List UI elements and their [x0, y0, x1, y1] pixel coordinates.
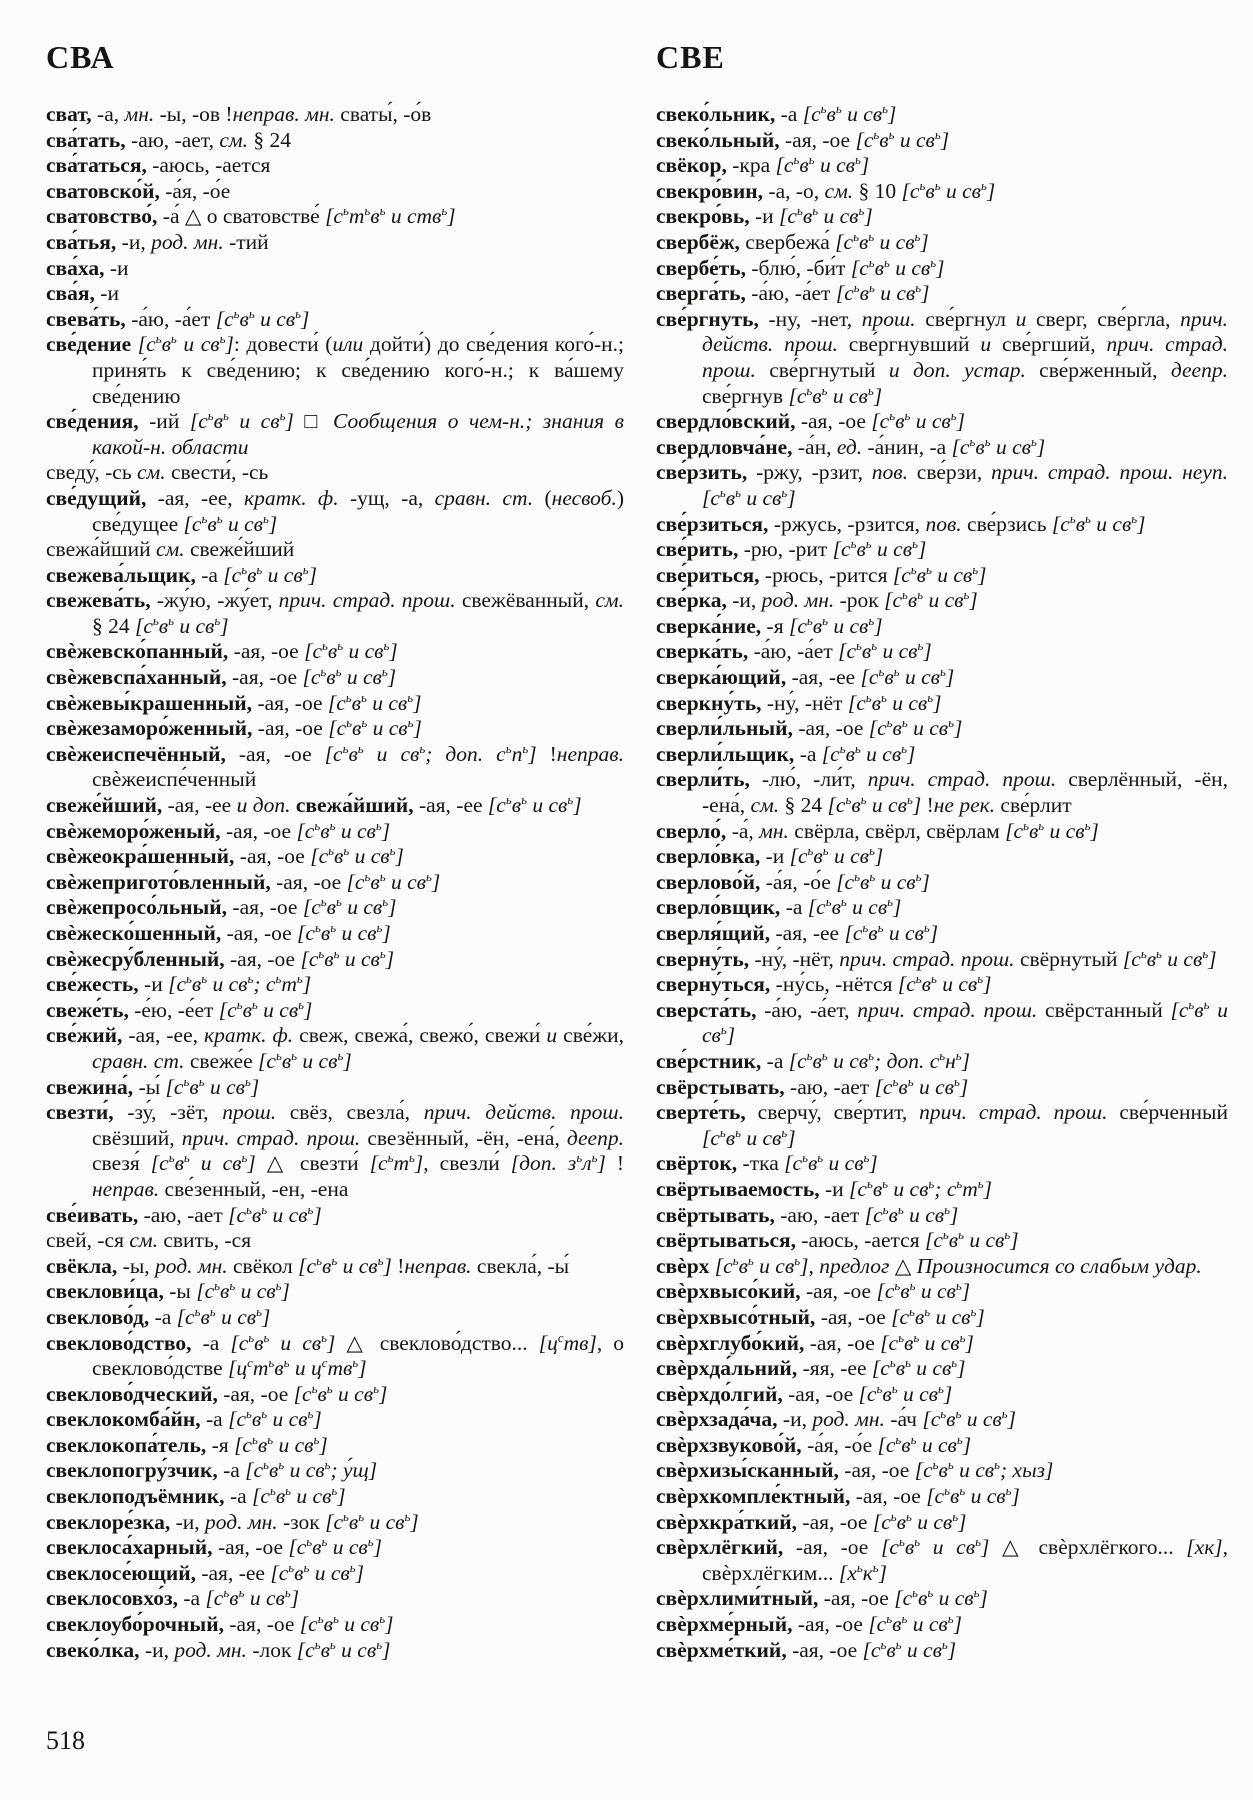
dictionary-entry: свёртывать, -аю, -ает [$с^ьв^ь$ и $св^ь$]: [656, 1202, 959, 1227]
dictionary-entry: свезти́, -зу́, -зёт, прош. свёз, свезла́, прич. действ. прош. свёзший, прич. страд. прош. свезённый, -ён, -ена́, деепр. свезя́ [$с^ьв^ь$ и $св^ь$] △ свезти́ $[с^ьт^ь]$, свезли́ [доп. $з^ьл^ь$] !неправ. све́зенный, -ен, -ена: [46, 1100, 625, 1201]
dictionary-entry: сва́тья, -и, род. мн. -тий: [46, 229, 269, 254]
dictionary-entry: сватовско́й, -а́я, -о́е: [46, 178, 231, 203]
dictionary-entry: свёкор, -кра [$с^ьв^ь$ и $св^ь$]: [656, 153, 870, 178]
dictionary-entry: сва́ха, -и: [46, 255, 129, 280]
dictionary-entry: сверли́ть, -лю́, -ли́т, прич. страд. прош. сверлённый, -ён, -ена́, см. § 24 [$с^ьв^ь$ и $св^ь$] !не рек. све́рлит: [656, 767, 1228, 818]
dictionary-entry: свеклопогру́зчик, -а [$с^ьв^ь$ и $св^ь$; у́щ]: [46, 1458, 378, 1483]
dictionary-entry: свежева́ть, -жу́ю, -жу́ет, прич. страд. прош. свежёванный, см. § 24 [$с^ьв^ь$ и $св^ь$]: [46, 588, 624, 638]
dictionary-entry: сверлово́й, -а́я, -о́е [$с^ьв^ь$ и $св^ь$]: [656, 869, 930, 894]
dictionary-entry: свѐрхвысо́кий, -ая, -ое [$с^ьв^ь$ и $св^ь$]: [656, 1279, 971, 1304]
dictionary-entry: сва́я, -и: [46, 281, 119, 306]
dictionary-entry: свёртываемость, -и [$с^ьв^ь$ и $св^ь$; $с^ьт^ь$]: [656, 1176, 993, 1201]
dictionary-entry: све́рзить, -ржу, -рзит, пов. све́рзи, прич. страд. прош. неуп. [$с^ьв^ь$ и $св^ь$]: [656, 460, 1229, 510]
dictionary-entry: свеже́йший, -ая, -ее и доп. свежа́йший, -ая, -ее [$с^ьв^ь$ и $св^ь$]: [46, 792, 582, 818]
dictionary-entry: сва́таться, -аюсь, -ается: [46, 153, 271, 178]
dictionary-entry: сверля́щий, -ая, -ее [$с^ьв^ь$ и $св^ь$]: [656, 920, 939, 945]
dictionary-entry: свѐжеиспечённый, -ая, -ое [$с^ьв^ь$ и $св^ь$; доп. $с^ьп^ь$] !неправ. свѐжеиспе́ченный: [46, 741, 624, 792]
dictionary-entry: свѐрх [$с^ьв^ь$ и $св^ь$], предлог △ Произносится со слабым удар.: [656, 1253, 1202, 1278]
dictionary-entry: сверли́льный, -ая, -ое [$с^ьв^ь$ и $св^ь$]: [656, 716, 963, 741]
dictionary-entry: свѐжеско́шенный, -ая, -ое [$с^ьв^ь$ и $св^ь$]: [46, 920, 391, 945]
page-number: 518: [46, 1726, 85, 1755]
dictionary-entry: свежа́йший см. свеже́йший: [46, 537, 295, 562]
dictionary-entry: свѐжевспа́ханный, -ая, -ое [$с^ьв^ь$ и $св^ь$]: [46, 664, 397, 690]
dictionary-entry: свева́ть, -а́ю, -а́ет [$с^ьв^ь$ и $св^ь$]: [46, 306, 310, 331]
dictionary-entry: свѐжевско́панный, -ая, -ое [$с^ьв^ь$ и $св^ь$]: [46, 639, 398, 664]
dictionary-entry: свеклосе́ющий, -ая, -ее [$с^ьв^ь$ и $св^ь$]: [46, 1560, 364, 1585]
dictionary-entry: све́рить, -рю, -рит [$с^ьв^ь$ и $св^ь$]: [656, 536, 927, 562]
dictionary-entry: сведу́, -сь см. свести́, -сь: [46, 460, 269, 485]
dictionary-entry: свеклоса́харный, -ая, -ое [$с^ьв^ь$ и $св^ь$]: [46, 1535, 383, 1560]
dictionary-entry: свекро́вин, -а, -о, см. § 10 [$с^ьв^ь$ и $св^ь$]: [656, 178, 996, 203]
dictionary-entry: сверка́ющий, -ая, -ее [$с^ьв^ь$ и $св^ь$]: [656, 664, 955, 690]
dictionary-entry: свѐжепригото́вленный, -ая, -ое [$с^ьв^ь$ и $св^ь$]: [46, 869, 441, 894]
dictionary-entry: све́дение [$с^ьв^ь$ и $св^ь$]: довести́ (или дойти́) до све́дения кого́-н.; приня́ть к све́дению; к све́дению кого́-н.; к ва́шему све́дению: [46, 332, 625, 408]
dictionary-entry: свѐрхкра́ткий, -ая, -ое [$с^ьв^ь$ и $св^ь$]: [656, 1509, 967, 1534]
dictionary-entry: све́жий, -ая, -ее, кратк. ф. свеж, свежа́, свежо́, свежи́ и све́жи, сравн. ст. свеже́е [$с^ьв^ь$ и $св^ь$]: [46, 1023, 624, 1073]
dictionary-entry: свѐрхзвуково́й, -а́я, -о́е [$с^ьв^ь$ и $св^ь$]: [656, 1432, 972, 1457]
dictionary-entry: све́рзиться, -ржусь, -рзится, пов. све́рзись [$с^ьв^ь$ и $св^ь$]: [656, 511, 1146, 536]
dictionary-entry: све́дения, -ий [$с^ьв^ь$ и $св^ь$] □ Сообщения о чем-н.; знания в какой-н. области: [46, 408, 624, 459]
dictionary-entry: све́риться, -рюсь, -рится [$с^ьв^ь$ и $св^ь$]: [656, 562, 987, 587]
dictionary-entry: свеклови́ца, -ы [$с^ьв^ь$ и $св^ь$]: [46, 1279, 290, 1304]
dictionary-entry: свѐжепросо́льный, -ая, -ое [$с^ьв^ь$ и $св^ь$]: [46, 895, 397, 920]
dictionary-entry: свеко́льник, -а [$с^ьв^ь$ и $св^ь$]: [656, 101, 897, 126]
dictionary-entry: свежина́, -ы́ [$с^ьв^ь$ и $св^ь$]: [46, 1074, 260, 1099]
dictionary-entry: свеклоре́зка, -и, род. мн. -зок [$с^ьв^ь$ и $св^ь$]: [46, 1509, 419, 1534]
dictionary-entry: сватовство́, -а́ △ о сватовстве́ [$с^ьт^ьв^ь$ и ств$^ь$]: [46, 204, 456, 229]
dictionary-entry: свеко́лка, -и, род. мн. -лок [$с^ьв^ь$ и $св^ь$]: [46, 1637, 391, 1662]
dictionary-entry: свердло́вский, -ая, -ое [$с^ьв^ь$ и $св^ь$]: [656, 408, 965, 434]
dictionary-entry: све́ивать, -аю, -ает [$с^ьв^ь$ и $св^ь$]: [46, 1202, 322, 1227]
dictionary-entry: свѐрхме́ткий, -ая, -ое [$с^ьв^ь$ и $св^ь$]: [656, 1637, 957, 1662]
dictionary-entry: свёртываться, -аюсь, -ается [$с^ьв^ь$ и $св^ь$]: [656, 1227, 1019, 1253]
dictionary-entry: свеклово́д, -а [$с^ьв^ь$ и $св^ь$]: [46, 1304, 271, 1329]
dictionary-entry: свердловча́не, -а́н, ед. -а́нин, -а [$с^ьв^ь$ и $св^ь$]: [656, 434, 1046, 459]
right-column: [656, 40, 1228, 1663]
dictionary-entry: свѐрхизы́сканный, -ая, -ое [$с^ьв^ь$ и $св^ь$; хыз]: [656, 1458, 1054, 1483]
dictionary-entry: свѐрхдо́лгий, -ая, -ое [$с^ьв^ь$ и $св^ь$]: [656, 1381, 953, 1406]
dictionary-entry: све́рстник, -а [$с^ьв^ь$ и $св^ь$; доп. $с^ьн^ь$]: [656, 1048, 971, 1073]
dictionary-entry: сверкну́ть, -ну́, -нёт [$с^ьв^ь$ и $св^ь$]: [656, 690, 942, 715]
dictionary-entry: свербёж, свербежа́ [$с^ьв^ь$ и $св^ь$]: [656, 229, 929, 254]
dictionary-entry: свѐжезаморо́женный, -ая, -ое [$с^ьв^ь$ и $св^ь$]: [46, 716, 422, 741]
dictionary-entry: сват, -а, мн. -ы, -ов !неправ. мн. сваты́, -о́в: [46, 102, 432, 126]
dictionary-entry: свеклово́дческий, -ая, -ое [$с^ьв^ь$ и $св^ь$]: [46, 1381, 388, 1406]
dictionary-entry: свежева́льщик, -а [$с^ьв^ь$ и $св^ь$]: [46, 562, 317, 587]
dictionary-entry: свѐрхкомпле́ктный, -ая, -ое [$с^ьв^ь$ и $св^ь$]: [656, 1483, 1020, 1509]
dictionary-entry: сверка́ть, -а́ю, -а́ет [$с^ьв^ь$ и $св^ь$]: [656, 639, 932, 664]
dictionary-entry: сверга́ть, -а́ю, -а́ет [$с^ьв^ь$ и $св^ь$]: [656, 281, 930, 306]
dictionary-entry: свѐжеморо́женый, -ая, -ое [$с^ьв^ь$ и $св^ь$]: [46, 818, 391, 843]
dictionary-entry: свёкла, -ы, род. мн. свёкол [$с^ьв^ь$ и $св^ь$] !неправ. свекла́, -ы́: [46, 1253, 570, 1278]
dictionary-entry: свекро́вь, -и [$с^ьв^ь$ и $св^ь$]: [656, 204, 873, 229]
dictionary-entry: све́жесть, -и [$с^ьв^ь$ и $св^ь$; $с^ьт^ь$]: [46, 972, 312, 997]
dictionary-entry: сверло́, -а́, мн. свёрла, свёрл, свёрлам [$с^ьв^ь$ и $св^ь$]: [656, 818, 1099, 843]
dictionary-entry: свеклоубо́рочный, -ая, -ое [$с^ьв^ь$ и $св^ь$]: [46, 1611, 394, 1637]
left-column: [46, 40, 624, 1663]
dictionary-entry: свѐжеокра́шенный, -ая, -ое [$с^ьв^ь$ и $св^ь$]: [46, 844, 404, 869]
dictionary-entry: свеклосовхо́з, -а [$с^ьв^ь$ и $св^ь$]: [46, 1586, 300, 1611]
dictionary-entry: сва́тать, -аю, -ает, см. § 24: [46, 127, 291, 152]
dictionary-entry: свѐжесру́бленный, -ая, -ое [$с^ьв^ь$ и $св^ь$]: [46, 946, 395, 971]
left-column-header: СВА: [46, 39, 115, 75]
dictionary-entry: сверло́вка, -и [$с^ьв^ь$ и $св^ь$]: [656, 844, 884, 869]
dictionary-entry: свѐрхглубо́кий, -ая, -ое [$с^ьв^ь$ и $св^ь$]: [656, 1330, 974, 1355]
dictionary-entry: свѐрхзада́ча, -и, род. мн. -а́ч [$с^ьв^ь$ и $св^ь$]: [656, 1407, 1016, 1432]
dictionary-entry: свѐжевы́крашенный, -ая, -ое [$с^ьв^ь$ и $св^ь$]: [46, 690, 422, 715]
dictionary-entry: сверте́ть, сверчу́, све́ртит, прич. страд. прош. све́рченный [$с^ьв^ь$ и $св^ь$]: [656, 1100, 1228, 1150]
dictionary-entry: сверну́ться, -ну́сь, -нётся [$с^ьв^ь$ и $св^ь$]: [656, 972, 992, 997]
dictionary-entry: све́рка, -и, род. мн. -рок [$с^ьв^ь$ и $св^ь$]: [656, 588, 978, 613]
dictionary-entry: свербе́ть, -блю́, -би́т [$с^ьв^ь$ и $св^ь$]: [656, 255, 945, 280]
dictionary-entry: свѐрхме́рный, -ая, -ое [$с^ьв^ь$ и $св^ь$]: [656, 1611, 962, 1637]
dictionary-entry: свеклоподъёмник, -а [$с^ьв^ь$ и $св^ь$]: [46, 1483, 346, 1509]
dictionary-entry: свеклокомба́йн, -а [$с^ьв^ь$ и $св^ь$]: [46, 1407, 322, 1432]
dictionary-entry: сверну́ть, -ну́, -нёт, прич. страд. прош. свёрнутый [$с^ьв^ь$ и $св^ь$]: [656, 946, 1217, 971]
dictionary-entry: свѐрхда́льний, -яя, -ее [$с^ьв^ь$ и $св^ь$]: [656, 1355, 966, 1381]
dictionary-entry: свеклово́дство, -а [$с^ьв^ь$ и $св^ь$] △ свеклово́дство... $[ц^ств]$, о свеклово́дстве [$ц^ст^ьв^ь$ и $ц^ств^ь$]: [46, 1330, 624, 1381]
dictionary-entry: свеко́льный, -ая, -ое [$с^ьв^ь$ и $св^ь$]: [656, 127, 950, 152]
right-column-entries: [656, 102, 1228, 1663]
dictionary-entry: свей, -ся см. свить, -ся: [46, 1228, 252, 1253]
dictionary-entry: свѐрхлими́тный, -ая, -ое [$с^ьв^ь$ и $св^ь$]: [656, 1586, 988, 1611]
dictionary-entry: све́дущий, -ая, -ее, кратк. ф. -ущ, -а, сравн. ст. (несвоб.) све́дущее [$с^ьв^ь$ и $св^ь$]: [46, 485, 624, 536]
dictionary-entry: све́ргнуть, -ну, -нет, прош. све́ргнул и сверг, све́ргла, прич. действ. прош. све́ргнувший и све́ргший, прич. страд. прош. све́ргнутый и доп. устар. све́рженный, деепр. све́ргнув [$с^ьв^ь$ и $св^ь$]: [656, 306, 1229, 408]
dictionary-entry: свѐрхлёгкий, -ая, -ое [$с^ьв^ь$ и $св^ь$] △ свѐрхлёгкого... [хк], свѐрхлёгким... $[х^ьк^ь]$: [656, 1535, 1229, 1585]
dictionary-entry: сверста́ть, -а́ю, -а́ет, прич. страд. прош. свёрстанный [$с^ьв^ь$ и $св^ь$]: [656, 997, 1228, 1048]
dictionary-entry: свѐрхвысо́тный, -ая, -ое [$с^ьв^ь$ и $св^ь$]: [656, 1304, 985, 1329]
left-column-entries: [46, 102, 624, 1663]
dictionary-entry: сверка́ние, -я [$с^ьв^ь$ и $св^ь$]: [656, 613, 883, 638]
dictionary-entry: сверли́льщик, -а [$с^ьв^ь$ и $св^ь$]: [656, 741, 916, 766]
dictionary-entry: свёрток, -тка [$с^ьв^ь$ и $св^ь$]: [656, 1151, 878, 1176]
dictionary-entry: свёрстывать, -аю, -ает [$с^ьв^ь$ и $св^ь$]: [656, 1074, 969, 1099]
right-column-header: СВЕ: [656, 39, 725, 75]
dictionary-entry: свеклокопа́тель, -я [$с^ьв^ь$ и $св^ь$]: [46, 1432, 328, 1457]
dictionary-entry: свеже́ть, -е́ю, -е́ет [$с^ьв^ь$ и $св^ь$]: [46, 997, 313, 1022]
dictionary-entry: сверло́вщик, -а [$с^ьв^ь$ и $св^ь$]: [656, 895, 902, 920]
